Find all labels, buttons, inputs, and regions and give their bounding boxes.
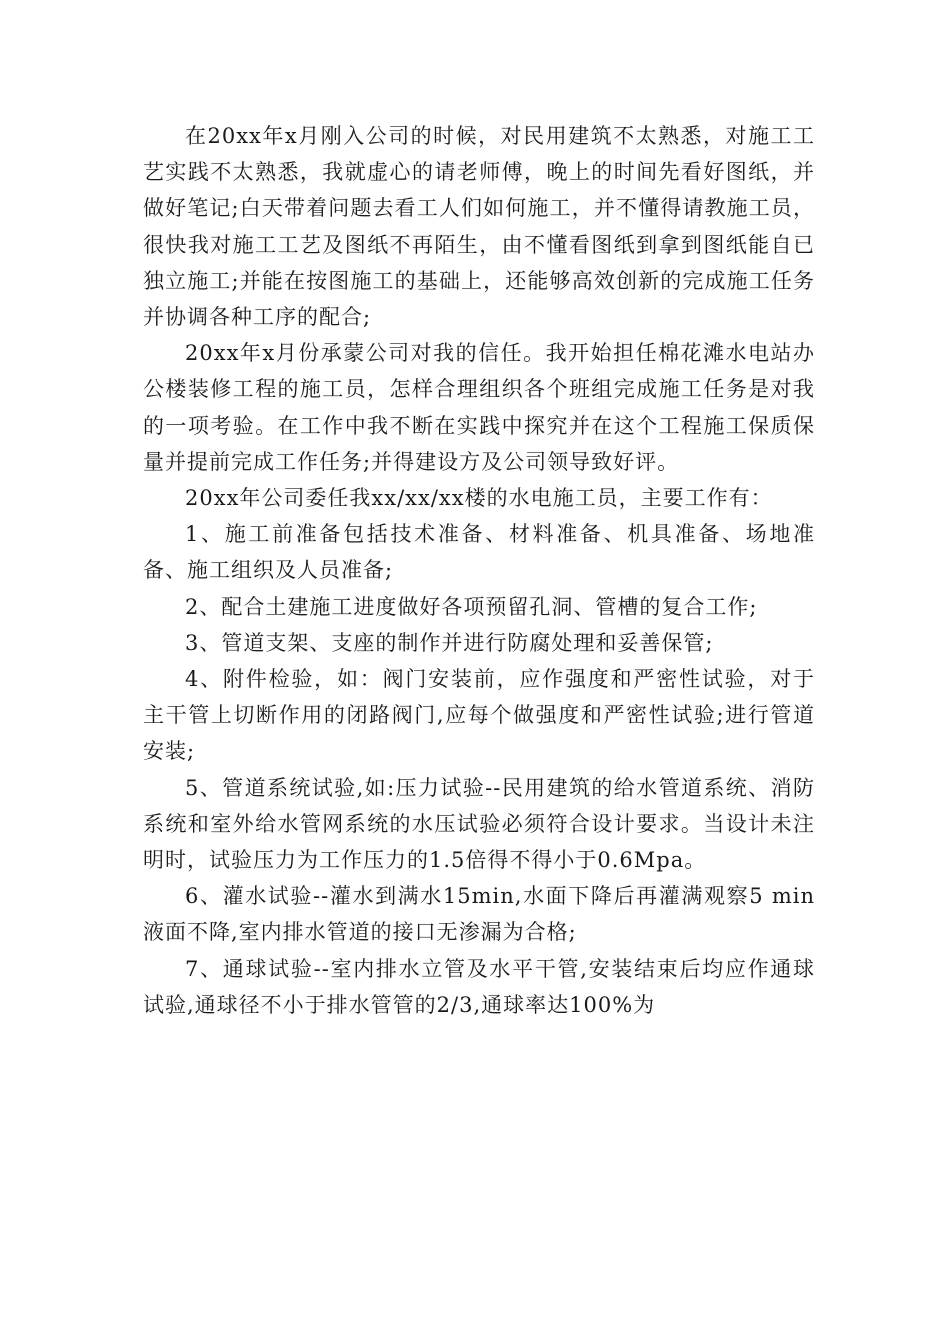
list-item-2: 2、配合土建施工进度做好各项预留孔洞、管槽的复合工作; (185, 594, 758, 619)
list-item-4: 4、附件检验，如：阀门安装前，应作强度和严密性试验，对于主干管上切断作用的闭路阀门,应每个做强度和严密性试验;进行管道安装; (143, 667, 815, 764)
list-item-6: 6、灌水试验--灌水到满水15min,水面下降后再灌满观察5 min液面不降,室内排水管道的接口无渗漏为合格; (143, 884, 815, 945)
list-item-7: 7、通球试验--室内排水立管及水平干管,安装结束后均应作通球试验,通球径不小于排水管管的2/3,通球率达100%为 (143, 956, 815, 1017)
document-body (143, 118, 815, 1023)
paragraph-office-building: 20xx年x月份承蒙公司对我的信任。我开始担任棉花滩水电站办公楼装修工程的施工员，怎样合理组织各个班组完成施工任务是对我的一项考验。在工作中我不断在实践中探究并在这个工程施工保质保量并提前完成工作任务;并得建设方及公司领导致好评。 (143, 341, 815, 474)
list-item-5: 5、管道系统试验,如:压力试验--民用建筑的给水管道系统、消防系统和室外给水管网系统的水压试验必须符合设计要求。当设计未注明时，试验压力为工作压力的1.5倍得不得小于0.6Mpa。 (143, 775, 815, 873)
paragraph-intro: 在20xx年x月刚入公司的时候，对民用建筑不太熟悉，对施工工艺实践不太熟悉，我就虚心的请老师傅，晚上的时间先看好图纸，并做好笔记;白天带着问题去看工人们如何施工，并不懂得请教施工员，很快我对施工工艺及图纸不再陌生，由不懂看图纸到拿到图纸能自已独立施工;并能在按图施工的基础上，还能够高效创新的完成施工任务并协调各种工序的配合; (143, 124, 815, 330)
list-item-3: 3、管道支架、支座的制作并进行防腐处理和妥善保管; (185, 630, 714, 655)
paragraph-assignment: 20xx年公司委任我xx/xx/xx楼的水电施工员，主要工作有： (185, 486, 773, 511)
list-item-1: 1、施工前准备包括技术准备、材料准备、机具准备、场地准备、施工组织及人员准备; (143, 522, 815, 583)
